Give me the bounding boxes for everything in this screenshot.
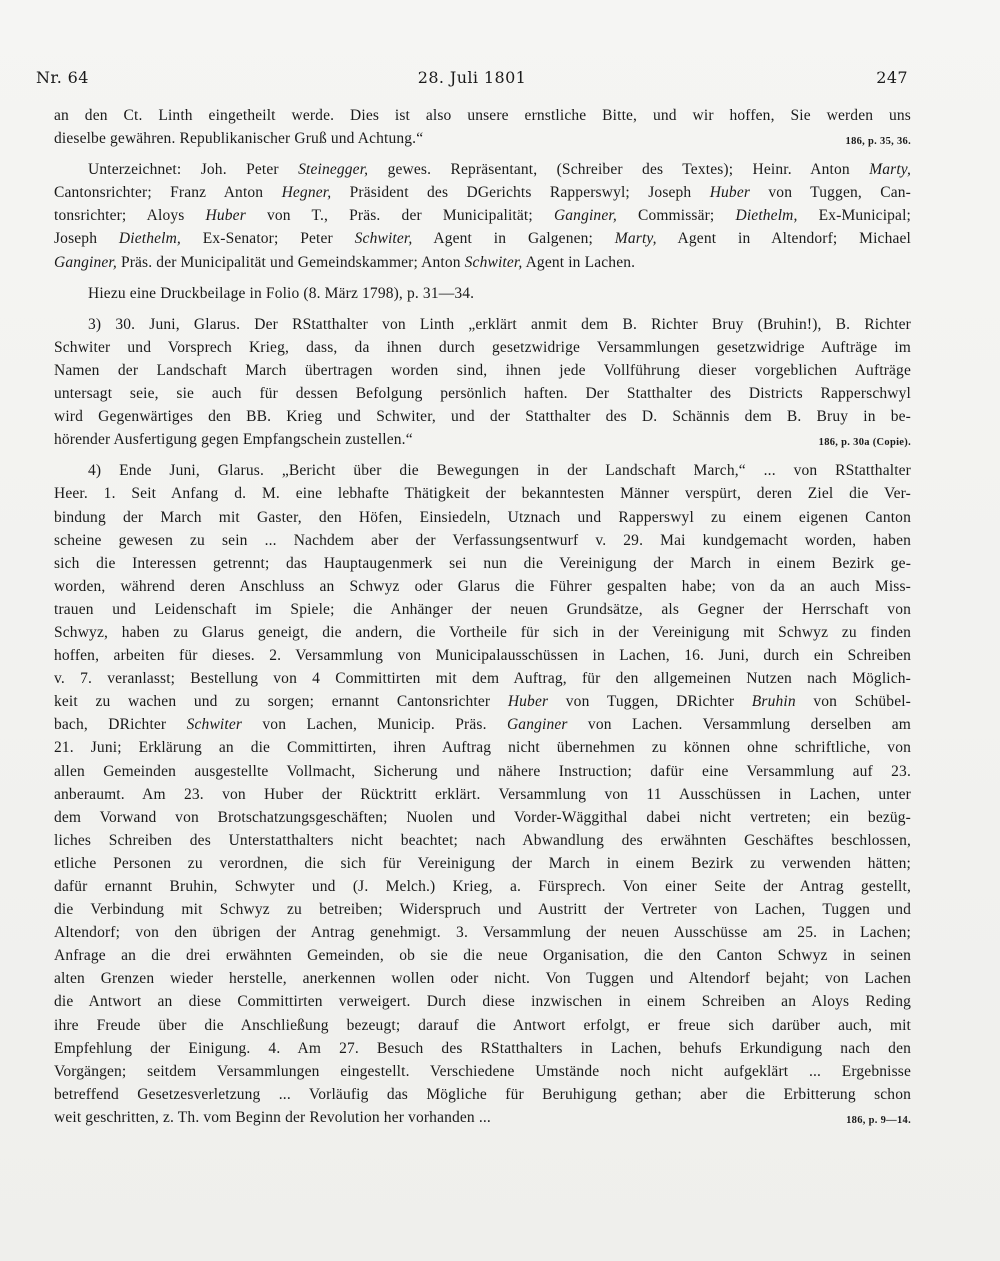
text-line: hörender Ausfertigung gegen Empfangschein zustellen.“ 186, p. 30a (Copie). — [54, 428, 911, 451]
text-line: tonsrichter; Aloys Huber von T., Präs. der Municipalität; Ganginer, Commissär; Diethelm, Ex-Municipal; — [54, 207, 911, 225]
text-line: untersagt seie, sie auch für dessen Befolgung persönlich haften. Der Statthalter des Districts Rapperschwyl — [54, 385, 911, 403]
archive-citation: 186, p. 35, 36. — [845, 136, 911, 148]
text-line: hoffen, arbeiten für dieses. 2. Versammlung von Municipalausschüssen in Lachen, 16. Juni, durch ein Schreiben — [54, 647, 911, 665]
archive-citation: 186, p. 9—14. — [846, 1114, 911, 1126]
text-line: v. 7. veranlasst; Bestellung von 4 Committirten mit dem Auftrag, für den allgemeinen Nutzen nach Möglich- — [54, 670, 911, 688]
text-line: 3) 30. Juni, Glarus. Der RStatthalter von Linth „erklärt anmit dem B. Richter Bruy (Bruhin!), B. Richter — [88, 315, 911, 333]
text-line: Schwiter und Vorsprech Krieg, dass, da ihnen durch gesetzwidrige Versammlungen gesetzwidrige Aufträge im — [54, 338, 911, 356]
text-line: trauen und Leidenschaft im Spiele; die Anhänger der neuen Grundsätze, als Gegner der Herrschaft von — [54, 600, 911, 618]
text-line: Ganginer, Präs. der Municipalität und Gemeindskammer; Anton Schwiter, Agent in Lachen. — [54, 253, 636, 271]
document-date: 28. Juli 1801 — [417, 68, 527, 87]
paragraph-druckbeilage — [54, 282, 911, 305]
text-line: Joseph Diethelm, Ex-Senator; Peter Schwiter, Agent in Galgenen; Marty, Agent in Altendorf; Michael — [54, 230, 911, 248]
text-line: die Verbindung mit Schwyz zu betreiben; Widerspruch und Austritt der Vertreter von Lachen, Tuggen und — [54, 901, 911, 919]
paragraph-entry-4 — [54, 459, 911, 1129]
text-line: liches Schreiben des Unterstatthalters nicht beachtet; nach Abwandlung des erwähnten Geschäftes beschlossen, — [54, 831, 911, 849]
text-line: bindung der March mit Gaster, den Höfen, Einsiedeln, Utznach und Rapperswyl zu einem eigenen Canton — [54, 508, 911, 526]
document-number: Nr. 64 — [36, 68, 89, 87]
text-line: Unterzeichnet: Joh. Peter Steinegger, gewes. Repräsentant, (Schreiber des Textes); Heinr. Anton Marty, — [88, 161, 912, 179]
text-line: Schwyz, haben zu Glarus geneigt, die andern, die Vortheile für sich in der Vereinigung mit Schwyz zu finden — [54, 623, 911, 641]
text-line: alten Grenzen wieder herstelle, anerkennen wollen oder nicht. Von Tuggen und Altendorf bejaht; von Lachen — [54, 970, 911, 988]
running-header — [36, 68, 908, 90]
text-line: Anfrage an die drei erwähnten Gemeinden, ob sie die neue Organisation, die den Canton Schwyz in seinen — [54, 947, 911, 965]
text-line: 4) Ende Juni, Glarus. „Bericht über die Bewegungen in der Landschaft March,“ ... von RStatthalter — [88, 462, 911, 480]
text-line: keit zu wachen und zu sorgen; ernannt Cantonsrichter Huber von Tuggen, DRichter Bruhin von Schübel- — [54, 693, 911, 711]
archive-citation: 186, p. 30a (Copie). — [818, 437, 911, 449]
text-line: an den Ct. Linth eingetheilt werde. Dies ist also unsere ernstliche Bitte, und wir hoffen, Sie werden uns — [54, 107, 911, 124]
text-line: weit geschritten, z. Th. vom Beginn der Revolution her vorhanden ... 186, p. 9—14. — [54, 1106, 911, 1129]
text-line: Altendorf; von den übrigen der Antrag genehmigt. 3. Versammlung der neuen Ausschüsse am 25. in Lachen; — [54, 924, 911, 942]
text-line: Cantonsrichter; Franz Anton Hegner, Präsident des DGerichts Rapperswyl; Joseph Huber von Tuggen, Can- — [54, 184, 911, 202]
text-line: ihre Freude über die Anschließung bezeugt; darauf die Antwort erfolgt, er freue sich darüber auch, mit — [54, 1016, 911, 1034]
text-line: anberaumt. Am 23. von Huber der Rücktritt erklärt. Versammlung von 11 Ausschüssen in Lachen, unter — [54, 785, 911, 803]
text-line: die Antwort an diese Committirten verweigert. Durch diese inzwischen in einem Schreiben an Aloys Reding — [54, 993, 911, 1011]
text-line: allen Gemeinden ausgestellte Vollmacht, Sicherung und nähere Instruction; dafür eine Versammlung auf 23. — [54, 762, 911, 780]
text-line: Heer. 1. Seit Anfang d. M. eine lebhafte Thätigkeit der bekanntesten Männer verspürt, deren Ziel die Ver- — [54, 485, 911, 503]
paragraph-closing-letter — [54, 104, 911, 150]
text-line: worden, während deren Anschluss an Schwyz oder Glarus die Führer gespalten habe; von da an auch Miss- — [54, 577, 911, 595]
text-line: scheine gewesen zu sein ... Nachdem aber der Verfassungsentwurf v. 29. Mai kundgemacht worden, haben — [54, 531, 911, 549]
text-line: Vorgängen; seitdem Versammlungen eingestellt. Verschiedene Umstände noch nicht aufgeklärt ... Ergebnisse — [54, 1062, 911, 1080]
page-number: 247 — [876, 68, 908, 87]
text-line: dieselbe gewähren. Republikanischer Gruß und Achtung.“ 186, p. 35, 36. — [54, 127, 911, 150]
text-line: Empfehlung der Einigung. 4. Am 27. Besuch des RStatthalters in Lachen, behufs Erkundigung nach den — [54, 1039, 911, 1057]
text-line: Hiezu eine Druckbeilage in Folio (8. März 1798), p. 31—34. — [88, 284, 475, 302]
text-line: dafür ernannt Bruhin, Schwyter und (J. Melch.) Krieg, a. Fürsprech. Von einer Seite der Antrag gestellt, — [54, 878, 911, 895]
paragraph-signatories — [54, 158, 911, 273]
text-line: betreffend Gesetzesverletzung ... Vorläufig das Mögliche für Beruhigung gethan; aber die Erbitterung schon — [54, 1085, 911, 1103]
document-body — [54, 104, 911, 1132]
paragraph-entry-3 — [54, 313, 911, 452]
text-line: 21. Juni; Erklärung an die Committirten, ihren Auftrag nicht übernehmen zu können ohne schriftliche, von — [54, 739, 911, 757]
text-line: Namen der Landschaft March übertragen worden sind, ihnen jede Vollführung dieser vorgeblichen Aufträge — [54, 361, 911, 379]
text-line: etliche Personen zu verordnen, die sich für Vereinigung der March in einem Bezirk zu verwenden hätten; — [54, 854, 911, 872]
text-line: dem Vorwand von Brotschatzungsgeschäften; Nuolen und Vorder-Wäggithal dabei nicht vertreten; ein bezüg- — [54, 808, 911, 826]
text-line: sich die Interessen getrennt; das Hauptaugenmerk sei nun die Vereinigung der March in einem Bezirk ge- — [54, 554, 911, 572]
text-line: bach, DRichter Schwiter von Lachen, Municip. Präs. Ganginer von Lachen. Versammlung derselben am — [54, 716, 911, 734]
text-line: wird Gegenwärtiges den BB. Krieg und Schwiter, und der Statthalter des D. Schännis dem B. Bruy in be- — [54, 408, 911, 426]
